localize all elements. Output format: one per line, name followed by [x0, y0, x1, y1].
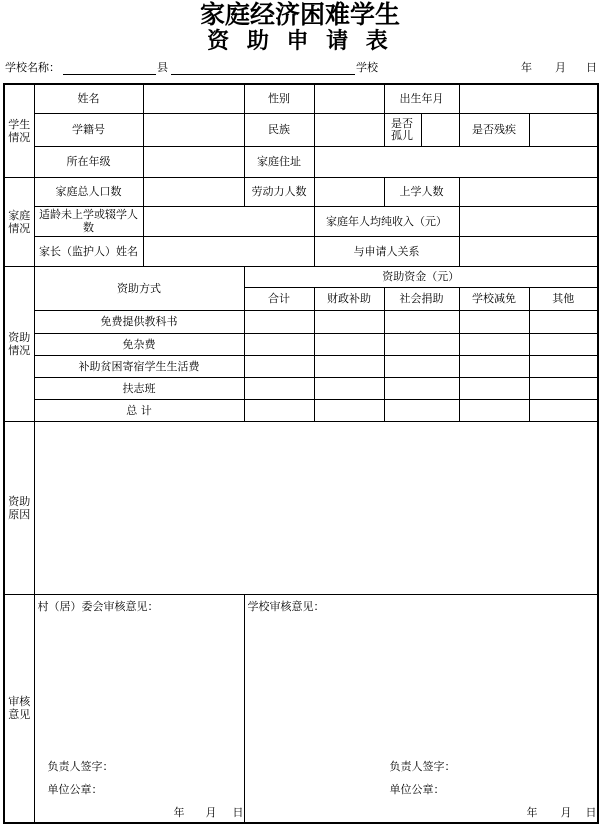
label-birth-date: 出生年月 — [384, 84, 459, 113]
school-review-title: 学校审核意见： — [247, 599, 325, 613]
relation-value — [459, 236, 598, 266]
village-seal-label: 单位公章： — [47, 782, 103, 796]
school-suffix: 学校 — [356, 61, 378, 74]
village-review-title: 村（居）委会审核意见： — [37, 599, 159, 613]
label-address: 家庭住址 — [244, 146, 314, 177]
dropout-count-value — [143, 206, 314, 236]
aid-cell — [384, 333, 459, 355]
school-review-box — [245, 595, 598, 822]
aid-cell — [314, 333, 384, 355]
section-student — [4, 84, 34, 177]
label-ethnicity: 民族 — [244, 113, 314, 146]
form-title: 家庭经济困难学生 — [199, 0, 400, 29]
aid-method-label: 免费提供教科书 — [34, 310, 244, 333]
aid-cell — [459, 355, 529, 377]
village-month: 月 — [205, 805, 217, 819]
section-review-label: 审核意见 — [8, 695, 31, 721]
aid-cell — [314, 399, 384, 421]
col-school-waiver: 学校减免 — [459, 287, 529, 310]
aid-method-label: 补助贫困寄宿学生生活费 — [34, 355, 244, 377]
student-id-value — [143, 113, 244, 146]
aid-cell — [244, 355, 314, 377]
aid-cell — [459, 377, 529, 399]
county-blank-line — [63, 74, 156, 75]
aid-method-label: 免杂费 — [34, 333, 244, 355]
aid-cell — [384, 310, 459, 333]
reason-value — [34, 421, 598, 594]
col-fiscal-subsidy: 财政补助 — [314, 287, 384, 310]
header-day: 日 — [586, 61, 597, 74]
aid-cell — [529, 333, 598, 355]
labor-count-value — [314, 177, 384, 206]
aid-cell — [244, 310, 314, 333]
family-population-value — [143, 177, 244, 206]
section-aid-label: 资助情况 — [8, 330, 31, 357]
aid-cell — [459, 399, 529, 421]
label-gender: 性别 — [244, 84, 314, 113]
aid-cell — [529, 355, 598, 377]
label-orphan — [384, 113, 421, 146]
col-social-donation: 社会捐助 — [384, 287, 459, 310]
address-value — [314, 146, 598, 177]
village-review-cell — [34, 594, 244, 823]
table-row — [4, 355, 598, 377]
school-seal-label: 单位公章： — [389, 782, 445, 796]
section-reason — [4, 421, 34, 594]
school-day: 日 — [585, 805, 597, 819]
label-income: 家庭年人均纯收入（元） — [314, 206, 459, 236]
aid-total-label: 总 计 — [34, 399, 244, 421]
aid-cell — [314, 377, 384, 399]
table-row — [4, 377, 598, 399]
aid-method-label: 扶志班 — [34, 377, 244, 399]
guardian-name-value — [143, 236, 314, 266]
table-row — [4, 177, 598, 206]
form-subtitle: 资 助 申 请 表 — [207, 29, 393, 54]
village-signature-label: 负责人签字： — [47, 759, 114, 773]
label-in-school-count: 上学人数 — [384, 177, 459, 206]
school-year: 年 — [526, 805, 538, 819]
aid-cell — [529, 399, 598, 421]
income-value — [459, 206, 598, 236]
village-day: 日 — [232, 805, 244, 819]
section-family — [4, 177, 34, 266]
table-row — [4, 594, 598, 823]
table-row — [4, 206, 598, 236]
school-blank-line — [171, 74, 355, 75]
aid-cell — [384, 377, 459, 399]
label-guardian-name: 家长（监护人）姓名 — [34, 236, 143, 266]
aid-cell — [244, 399, 314, 421]
aid-cell — [314, 355, 384, 377]
label-disabled: 是否残疾 — [459, 113, 529, 146]
birth-date-value — [459, 84, 598, 113]
section-reason-label: 资助原因 — [8, 494, 31, 521]
school-name-label: 学校名称： — [5, 61, 60, 74]
label-orphan-text: 是否孤儿 — [391, 116, 413, 142]
school-review-cell — [244, 594, 598, 823]
col-other: 其他 — [529, 287, 598, 310]
village-review-box — [35, 595, 244, 822]
county-suffix: 县 — [157, 61, 168, 74]
orphan-value — [421, 113, 459, 146]
header-year: 年 — [521, 61, 532, 74]
disabled-value — [529, 113, 598, 146]
aid-cell — [529, 377, 598, 399]
aid-cell — [244, 333, 314, 355]
section-aid — [4, 266, 34, 421]
table-row — [4, 236, 598, 266]
gender-value — [314, 84, 384, 113]
aid-cell — [384, 399, 459, 421]
aid-cell — [459, 310, 529, 333]
label-dropout-count: 适龄未上学或辍学人数 — [34, 206, 143, 236]
table-row — [4, 399, 598, 421]
label-relation: 与申请人关系 — [314, 236, 459, 266]
table-row — [4, 266, 598, 287]
village-year: 年 — [173, 805, 185, 819]
section-student-label: 学生情况 — [8, 117, 31, 144]
label-name: 姓名 — [34, 84, 143, 113]
aid-funds-header: 资助资金（元） — [244, 266, 598, 287]
table-row — [4, 113, 598, 146]
label-grade: 所在年级 — [34, 146, 143, 177]
table-row — [4, 421, 598, 594]
aid-cell — [459, 333, 529, 355]
aid-cell — [244, 377, 314, 399]
label-family-population: 家庭总人口数 — [34, 177, 143, 206]
application-table — [3, 83, 599, 824]
label-labor-count: 劳动力人数 — [244, 177, 314, 206]
aid-cell — [314, 310, 384, 333]
section-review — [4, 594, 34, 823]
aid-method-header: 资助方式 — [34, 266, 244, 310]
table-row — [4, 310, 598, 333]
label-student-id: 学籍号 — [34, 113, 143, 146]
grade-value — [143, 146, 244, 177]
header-month: 月 — [555, 61, 566, 74]
section-family-label: 家庭情况 — [8, 208, 31, 235]
in-school-count-value — [459, 177, 598, 206]
name-value — [143, 84, 244, 113]
table-row — [4, 333, 598, 355]
school-signature-label: 负责人签字： — [389, 759, 456, 773]
school-month: 月 — [560, 805, 572, 819]
aid-cell — [384, 355, 459, 377]
table-row — [4, 84, 598, 113]
header-line — [0, 61, 600, 77]
ethnicity-value — [314, 113, 384, 146]
col-total: 合计 — [244, 287, 314, 310]
table-row — [4, 146, 598, 177]
aid-cell — [529, 310, 598, 333]
